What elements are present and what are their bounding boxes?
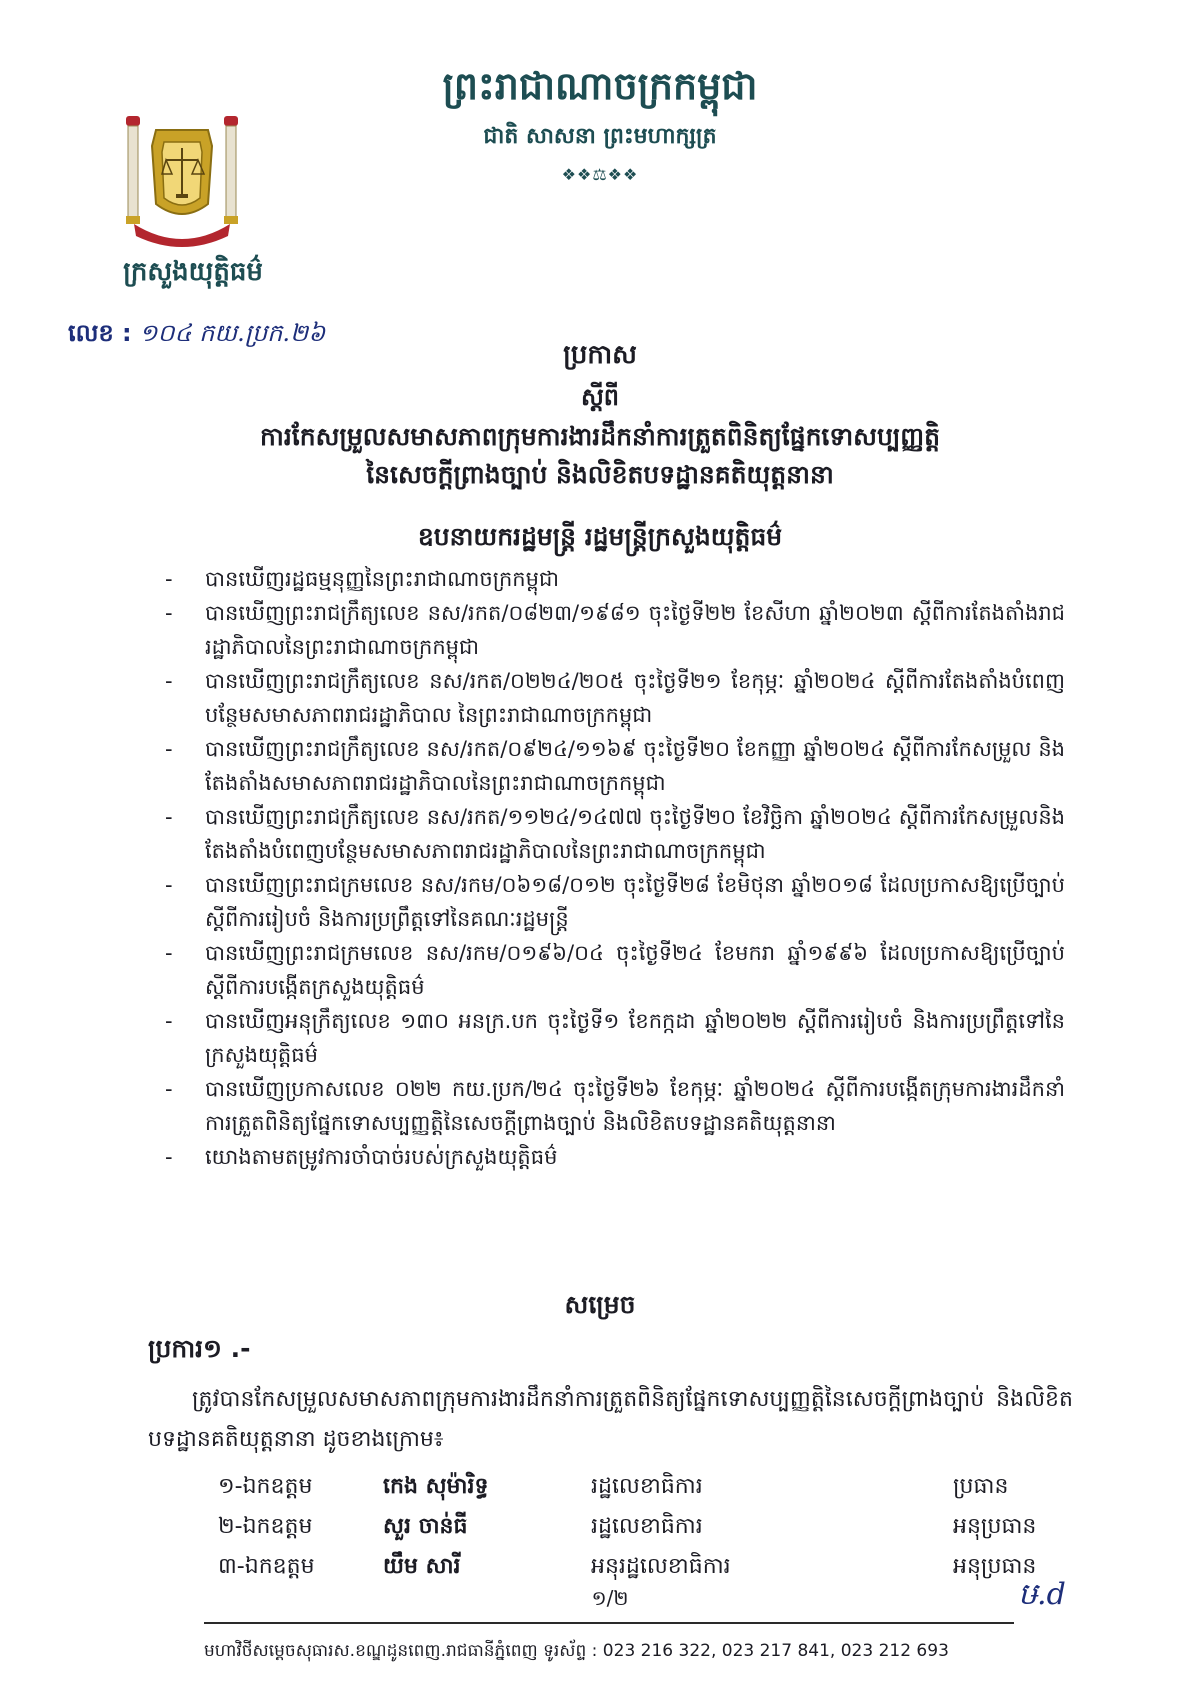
document-title-line2: នៃសេចក្ដីព្រាងច្បាប់ និងលិខិតបទដ្ឋានគតិយុត្តនានា — [366, 460, 834, 489]
member-rank: ៣-ឯកឧត្តម — [218, 1554, 315, 1579]
reference-item: - បានឃើញព្រះរាជក្រឹត្យលេខ នស/រកត/១១២៤/១៤៧៧ ចុះថ្ងៃទី២០ ខែវិច្ឆិកា ឆ្នាំ២០២៤ ស្ដីពីការកែសម្រួលនិងតែងតាំងបំពេញបន្ថែមសមាសភាពរាជរដ្ឋាភិបាលនៃព្រះរាជាណាចក្រកម្ពុជា — [165, 805, 1065, 863]
member-name: យឹម សារី — [383, 1554, 461, 1579]
reference-label: លេខ : — [68, 319, 132, 347]
legal-references — [165, 562, 1065, 1174]
ministry-emblem-icon — [120, 112, 244, 252]
member-list — [218, 1468, 1078, 1588]
member-role: ប្រធាន — [953, 1474, 1009, 1499]
issuing-authority: ឧបនាយករដ្ឋមន្ត្រី រដ្ឋមន្ត្រីក្រសួងយុត្តិធម៌ — [417, 522, 783, 551]
reference-item: - បានឃើញអនុក្រឹត្យលេខ ១៣០ អនក្រ.បក ចុះថ្ងៃទី១ ខែកក្កដា ឆ្នាំ២០២២ ស្ដីពីការរៀបចំ និងការប្រព្រឹត្តទៅនៃក្រសួងយុត្តិធម៌ — [165, 1009, 1065, 1067]
decision-heading: សម្រេច — [564, 1290, 636, 1319]
page-number: ១/២ — [591, 1586, 629, 1610]
member-name: កេង សុម៉ារិទ្ធ — [383, 1474, 489, 1499]
member-title: រដ្ឋលេខាធិការ — [591, 1514, 703, 1539]
footer-address: មហាវិថីសម្ដេចសុធារស.ខណ្ឌដូនពេញ.រាជធានីភ្នំពេញ ទូរស័ព្ទ : 023 216 322, 023 217 841, 023 212 693 — [204, 1641, 949, 1661]
member-rank: ២-ឯកឧត្តម — [218, 1514, 313, 1539]
document-type: ប្រកាស — [563, 340, 637, 370]
reference-value: ១០៤ កយ.ប្រក.២៦ — [139, 319, 326, 347]
reference-item: - បានឃើញព្រះរាជក្រឹត្យលេខ នស/រកត/០៩២៤/១១៦៩ ចុះថ្ងៃទី២០ ខែកញ្ញា ឆ្នាំ២០២៤ ស្ដីពីការកែសម្រួល និងតែងតាំងសមាសភាពរាជរដ្ឋាភិបាលនៃព្រះរាជាណាចក្រកម្ពុជា — [165, 737, 1065, 795]
reference-item: - យោងតាមតម្រូវការចាំបាច់របស់ក្រសួងយុត្តិធម៌ — [165, 1145, 558, 1169]
article-heading: ប្រការ១ .- — [148, 1334, 251, 1363]
ornament-divider: ❖❖⚖❖❖ — [561, 165, 639, 184]
national-motto: ជាតិ សាសនា ព្រះមហាក្សត្រ — [483, 124, 717, 149]
reference-item: - បានឃើញព្រះរាជក្រមលេខ នស/រកម/០១៩៦/០៤ ចុះថ្ងៃទី២៤ ខែមករា ឆ្នាំ១៩៩៦ ដែលប្រកាសឱ្យប្រើច្បាប់ស្ដីពីការបង្កើតក្រសួងយុត្តិធម៌ — [165, 941, 1065, 999]
reference-item: - បានឃើញព្រះរាជក្រមលេខ នស/រកម/០៦១៨/០១២ ចុះថ្ងៃទី២៨ ខែមិថុនា ឆ្នាំ២០១៨ ដែលប្រកាសឱ្យប្រើច្បាប់ស្ដីពីការរៀបចំ និងការប្រព្រឹត្តទៅនៃគណៈរដ្ឋមន្ត្រី — [165, 873, 1065, 931]
reference-item: - បានឃើញរដ្ឋធម្មនុញ្ញនៃព្រះរាជាណាចក្រកម្ពុជា — [165, 567, 559, 591]
member-title: រដ្ឋលេខាធិការ — [591, 1474, 703, 1499]
member-row — [218, 1468, 1078, 1508]
footer-divider — [204, 1622, 1014, 1624]
member-role: អនុប្រធាន — [953, 1514, 1037, 1539]
reference-item: - បានឃើញប្រកាសលេខ ០២២ កយ.ប្រក/២៤ ចុះថ្ងៃទី២៦ ខែកុម្ភៈ ឆ្នាំ២០២៤ ស្ដីពីការបង្កើតក្រុមការងារដឹកនាំការត្រួតពិនិត្យផ្នែកទោសប្បញ្ញត្តិនៃសេចក្ដីព្រាងច្បាប់ និងលិខិតបទដ្ឋានគតិយុត្តនានា — [165, 1077, 1065, 1135]
member-row — [218, 1548, 1078, 1588]
reference-item: - បានឃើញព្រះរាជក្រឹត្យលេខ នស/រកត/០២២៤/២០៥ ចុះថ្ងៃទី២១ ខែកុម្ភៈ ឆ្នាំ២០២៤ ស្ដីពីការតែងតាំងបំពេញបន្ថែមសមាសភាពរាជរដ្ឋាភិបាល នៃព្រះរាជាណាចក្រកម្ពុជា — [165, 669, 1065, 727]
reference-item: - បានឃើញព្រះរាជក្រឹត្យលេខ នស/រកត/០៨២៣/១៩៨១ ចុះថ្ងៃទី២២ ខែសីហា ឆ្នាំ២០២៣ ស្ដីពីការតែងតាំងរាជរដ្ឋាភិបាលនៃព្រះរាជាណាចក្រកម្ពុជា — [165, 601, 1065, 659]
article-body: ត្រូវបានកែសម្រួលសមាសភាពក្រុមការងារដឹកនាំការត្រួតពិនិត្យផ្នែកទោសប្បញ្ញត្តិនៃសេចក្ដីព្រាងច្បាប់ និងលិខិតបទដ្ឋានគតិយុត្តនានា ដូចខាងក្រោម៖ — [148, 1387, 1073, 1452]
member-row — [218, 1508, 1078, 1548]
member-rank: ១-ឯកឧត្តម — [218, 1474, 313, 1499]
kingdom-title: ព្រះរាជាណាចក្រកម្ពុជា — [442, 63, 758, 108]
document-title-line1: ការកែសម្រួលសមាសភាពក្រុមការងារដឹកនាំការត្រួតពិនិត្យផ្នែកទោសប្បញ្ញត្តិ — [260, 422, 940, 451]
subject-label: ស្ដីពី — [580, 383, 620, 411]
handwritten-initials: ឞ.d — [1018, 1577, 1066, 1612]
member-title: អនុរដ្ឋលេខាធិការ — [591, 1554, 731, 1579]
ministry-name: ក្រសួងយុត្តិធម៌ — [123, 257, 263, 287]
member-role: អនុប្រធាន — [953, 1554, 1037, 1579]
member-name: សួរ ចាន់ធី — [383, 1514, 468, 1539]
